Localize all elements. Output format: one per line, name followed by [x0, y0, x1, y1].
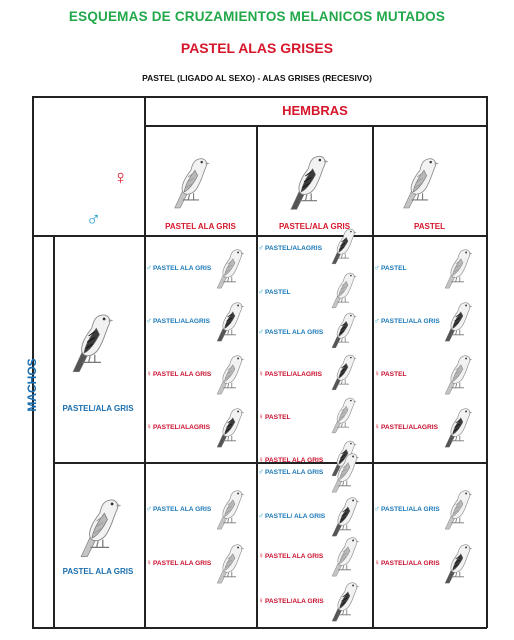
cross-result-label: PASTEL — [381, 265, 407, 272]
cross-result — [258, 287, 291, 296]
cross-result-label: PASTEL/ALA GRIS — [381, 560, 440, 567]
male-row-label: PASTEL ALA GRIS — [62, 567, 134, 576]
canary-bird-icon — [330, 307, 359, 349]
canary-bird-icon — [330, 392, 359, 434]
cross-result-label: PASTEL ALA GRIS — [153, 265, 212, 272]
cross-result-label: PASTEL ALA GRIS — [153, 371, 212, 378]
canary-bird-icon — [330, 576, 362, 622]
hembras-header: HEMBRAS — [282, 103, 348, 118]
canary-bird-icon — [288, 147, 332, 211]
canary-bird-icon — [443, 538, 475, 584]
male-symbol-icon: ♂ — [86, 209, 101, 231]
cross-result — [146, 504, 211, 513]
female-symbol-icon: ♀ — [146, 558, 152, 567]
page-title: ESQUEMAS DE CRUZAMIENTOS MELANICOS MUTADOS — [68, 9, 446, 24]
canary-bird-icon — [330, 447, 362, 493]
cross-result — [374, 263, 407, 272]
canary-bird-icon — [215, 349, 247, 395]
cross-result-label: PASTEL/ALAGRIS — [153, 318, 211, 325]
cross-result-label: PASTEL/ALAGRIS — [381, 424, 439, 431]
page-subtitle: PASTEL ALAS GRISES — [180, 40, 334, 56]
cross-result-label: PASTEL — [265, 289, 291, 296]
male-symbol-icon: ♂ — [374, 316, 380, 325]
canary-bird-icon — [215, 538, 247, 584]
cross-result — [258, 455, 323, 464]
male-symbol-icon: ♂ — [258, 327, 264, 336]
cross-result — [374, 558, 440, 567]
female-symbol-icon: ♀ — [374, 558, 380, 567]
canary-bird-icon — [443, 349, 475, 395]
canary-bird-icon — [443, 243, 475, 289]
cross-result-label: PASTEL ALA GRIS — [153, 506, 212, 513]
cross-result — [258, 511, 325, 520]
canary-bird-icon — [215, 243, 247, 289]
cross-result — [374, 504, 440, 513]
male-symbol-icon: ♂ — [258, 243, 264, 252]
cross-result-label: PASTEL — [381, 371, 407, 378]
female-symbol-icon: ♀ — [258, 369, 264, 378]
female-symbol-icon: ♀ — [374, 422, 380, 431]
canary-bird-icon — [70, 305, 117, 373]
canary-bird-icon — [215, 296, 247, 342]
canary-bird-icon — [330, 223, 359, 265]
cross-result — [258, 596, 324, 605]
cross-result — [258, 467, 323, 476]
page-caption: PASTEL (LIGADO AL SEXO) - ALAS GRISES (RECESIVO) — [142, 73, 372, 83]
female-column-label: PASTEL/ALA GRIS — [278, 222, 351, 231]
cross-result — [146, 316, 210, 325]
male-symbol-icon: ♂ — [258, 467, 264, 476]
machos-label: MACHOS — [25, 358, 39, 412]
canary-bird-icon — [401, 150, 442, 209]
cross-result-label: PASTEL ALA GRIS — [153, 560, 212, 567]
female-symbol-icon: ♀ — [258, 551, 264, 560]
female-symbol-icon: ♀ — [374, 369, 380, 378]
female-symbol-icon: ♀ — [258, 412, 264, 421]
male-row-label: PASTEL/ALA GRIS — [62, 404, 134, 413]
cross-result-label: PASTEL/ALA GRIS — [265, 598, 324, 605]
cross-result — [146, 558, 211, 567]
male-symbol-icon: ♂ — [374, 263, 380, 272]
cross-result-label: PASTEL ALA GRIS — [265, 329, 324, 336]
canary-bird-icon — [215, 484, 247, 530]
canary-bird-icon — [330, 349, 359, 391]
cross-result-label: PASTEL/ALAGRIS — [265, 245, 323, 252]
canary-bird-icon — [78, 490, 125, 558]
female-symbol-icon: ♀ — [258, 596, 264, 605]
female-symbol-icon: ♀ — [146, 422, 152, 431]
female-column-label: PASTEL — [414, 222, 445, 231]
cross-result — [146, 422, 210, 431]
cross-result — [258, 412, 291, 421]
canary-bird-icon — [172, 150, 213, 209]
female-symbol-icon: ♀ — [258, 455, 264, 464]
cross-result — [258, 243, 322, 252]
canary-bird-icon — [330, 531, 362, 577]
female-symbol-icon: ♀ — [113, 167, 128, 189]
male-symbol-icon: ♂ — [258, 287, 264, 296]
cross-result-label: PASTEL ALA GRIS — [265, 469, 324, 476]
cross-result — [258, 369, 322, 378]
female-symbol-icon: ♀ — [146, 369, 152, 378]
male-symbol-icon: ♂ — [146, 504, 152, 513]
cross-result — [146, 263, 211, 272]
cross-result-label: PASTEL/ALA GRIS — [381, 506, 440, 513]
cross-result — [374, 422, 438, 431]
cross-result-label: PASTEL ALA GRIS — [265, 553, 324, 560]
cross-result — [374, 316, 440, 325]
canary-bird-icon — [330, 267, 359, 309]
cross-result — [146, 369, 211, 378]
canary-bird-icon — [443, 484, 475, 530]
cross-result-label: PASTEL/ALA GRIS — [381, 318, 440, 325]
cross-result-label: PASTEL ALA GRIS — [265, 457, 324, 464]
canary-bird-icon — [443, 402, 475, 448]
male-symbol-icon: ♂ — [146, 316, 152, 325]
canary-bird-icon — [443, 296, 475, 342]
canary-bird-icon — [215, 402, 247, 448]
cross-result-label: PASTEL/ ALA GRIS — [265, 513, 326, 520]
cross-result-label: PASTEL — [265, 414, 291, 421]
cross-result — [258, 551, 323, 560]
male-symbol-icon: ♂ — [146, 263, 152, 272]
cross-result — [258, 327, 323, 336]
cross-result — [374, 369, 407, 378]
female-column-label: PASTEL ALA GRIS — [165, 222, 236, 231]
male-symbol-icon: ♂ — [374, 504, 380, 513]
cross-result-label: PASTEL/ALAGRIS — [265, 371, 323, 378]
male-symbol-icon: ♂ — [258, 511, 264, 520]
cross-result-label: PASTEL/ALAGRIS — [153, 424, 211, 431]
